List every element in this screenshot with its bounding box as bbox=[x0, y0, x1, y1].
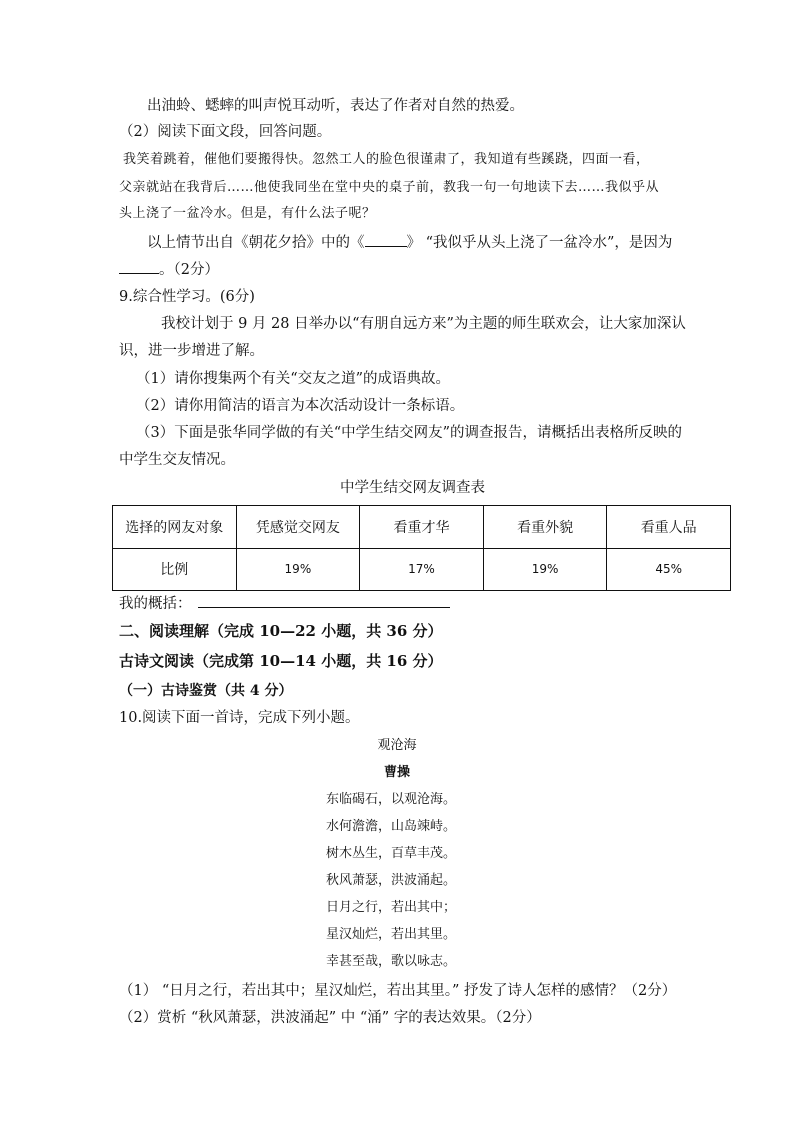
q9-sub-3a: （3）下面是张华同学做的有关“中学生结交网友”的调查报告，请概括出表格所反映的 bbox=[136, 425, 683, 441]
q9-intro-2: 识，进一步增进了解。 bbox=[119, 343, 264, 359]
q9-sub-2: （2）请你用简洁的语言为本次活动设计一条标语。 bbox=[136, 398, 465, 414]
passage-line-3: 头上浇了一盆冷水。但是，有什么法子呢？ bbox=[119, 206, 376, 221]
poem-line: 秋风萧瑟，洪波涌起。 bbox=[326, 873, 457, 888]
table-row-label: 比例 bbox=[113, 548, 237, 591]
book-question-part-b: 》 “我似乎从头上浇了一盆冷水”，是因为 bbox=[406, 235, 673, 251]
passage-line-2: 父亲就站在我背后……他使我同坐在堂中央的桌子前，教我一句一句地读下去……我似乎从 bbox=[119, 180, 660, 195]
table-cell: 19% bbox=[236, 548, 360, 591]
book-question-end bbox=[119, 259, 219, 280]
poem-line: 东临碣石，以观沧海。 bbox=[326, 792, 457, 807]
q9-title: 9.综合性学习。(6分) bbox=[119, 289, 255, 305]
summary-label: 我的概括： bbox=[119, 596, 192, 612]
table-header-cell: 选择的网友对象 bbox=[113, 506, 237, 549]
poem-line: 星汉灿烂，若出其里。 bbox=[326, 927, 457, 942]
poem-title: 观沧海 bbox=[377, 738, 417, 753]
question-2: （2）阅读下面文段，回答问题。 bbox=[119, 124, 332, 140]
table-header-cell: 凭感觉交网友 bbox=[236, 506, 360, 549]
book-question-part-a: 以上情节出自《朝花夕拾》中的《 bbox=[147, 235, 365, 251]
summary-blank[interactable] bbox=[198, 593, 450, 608]
q9-intro-1: 我校计划于 9 月 28 日举办以“有朋自远方来”为主题的师生联欢会，让大家加深认 bbox=[161, 316, 686, 332]
answer-blank[interactable] bbox=[119, 259, 159, 274]
poem-author: 曹操 bbox=[383, 765, 410, 780]
table-row bbox=[113, 548, 731, 591]
table-header-row bbox=[113, 506, 731, 549]
table-cell: 17% bbox=[360, 548, 484, 591]
book-question bbox=[147, 232, 672, 253]
section-2-title: 二、阅读理解（完成 10—22 小题，共 36 分） bbox=[119, 622, 443, 640]
table-cell: 19% bbox=[483, 548, 607, 591]
table-cell: 45% bbox=[607, 548, 731, 591]
poem-question-2: （2）赏析 “秋风萧瑟，洪波涌起” 中 “涌” 字的表达效果。（2分） bbox=[119, 1010, 541, 1026]
answer-blank[interactable] bbox=[365, 232, 407, 247]
q9-sub-3b: 中学生交友情况。 bbox=[119, 452, 235, 468]
poem-line: 水何澹澹，山岛竦峙。 bbox=[326, 819, 457, 834]
summary-line bbox=[119, 593, 450, 614]
table-title: 中学生结交网友调查表 bbox=[340, 480, 485, 496]
section-2-subtitle: 古诗文阅读（完成第 10—14 小题，共 16 分） bbox=[119, 652, 443, 670]
poem-line: 幸甚至哉，歌以咏志。 bbox=[326, 954, 457, 969]
passage-line-1: 我笑着跳着，催他们要搬得快。忽然工人的脸色很谨肃了，我知道有些蹊跷，四面一看， bbox=[123, 152, 650, 167]
poem-question-1: （1） “日月之行，若出其中；星汉灿烂，若出其里。” 抒发了诗人怎样的感情？（2分） bbox=[119, 983, 677, 999]
part-1-title: （一）古诗鉴赏（共 4 分） bbox=[119, 683, 293, 699]
question-10: 10.阅读下面一首诗，完成下列小题。 bbox=[119, 710, 360, 726]
text-line: 出油蛉、蟋蟀的叫声悦耳动听，表达了作者对自然的热爱。 bbox=[147, 98, 524, 114]
q9-sub-1: （1）请你搜集两个有关“交友之道”的成语典故。 bbox=[136, 371, 451, 387]
poem-line: 树木丛生，百草丰茂。 bbox=[326, 846, 457, 861]
survey-table bbox=[112, 505, 731, 591]
table-header-cell: 看重才华 bbox=[360, 506, 484, 549]
poem-line: 日月之行，若出其中； bbox=[326, 900, 457, 915]
score-note: 。（2分） bbox=[159, 262, 219, 278]
table-header-cell: 看重外貌 bbox=[483, 506, 607, 549]
table-header-cell: 看重人品 bbox=[607, 506, 731, 549]
